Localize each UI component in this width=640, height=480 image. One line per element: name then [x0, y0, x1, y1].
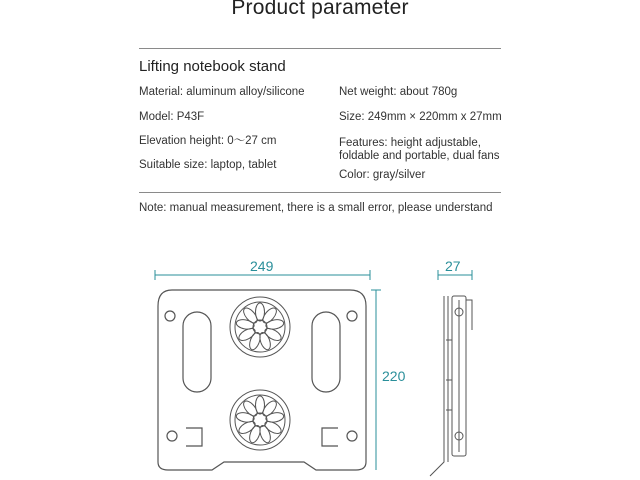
height-dimension-label: 220 [382, 368, 406, 384]
fan-icon [230, 390, 290, 450]
spec-material: Material: aluminum alloy/silicone [139, 86, 305, 98]
product-subtitle: Lifting notebook stand [139, 58, 286, 75]
side-view-drawing [430, 296, 472, 476]
page-title: Product parameter [231, 0, 409, 19]
spec-weight: Net weight: about 780g [339, 86, 458, 98]
spec-features-line2: foldable and portable, dual fans [339, 150, 500, 162]
measurement-note: Note: manual measurement, there is a small error, please understand [139, 202, 493, 214]
width-dimension-label: 249 [250, 258, 274, 274]
depth-dimension-label: 27 [445, 258, 461, 274]
right-slot [312, 312, 340, 392]
spec-suitable-size: Suitable size: laptop, tablet [139, 159, 277, 171]
stand-front-view [158, 290, 366, 470]
spec-features-line1: Features: height adjustable, [339, 137, 481, 149]
spec-model: Model: P43F [139, 111, 205, 123]
spec-size: Size: 249mm × 220mm x 27mm [339, 111, 502, 123]
spec-color: Color: gray/silver [339, 169, 426, 181]
spec-elevation: Elevation height: 0〜27 cm [139, 135, 277, 147]
left-slot [183, 312, 211, 392]
fan-icon [230, 297, 290, 357]
